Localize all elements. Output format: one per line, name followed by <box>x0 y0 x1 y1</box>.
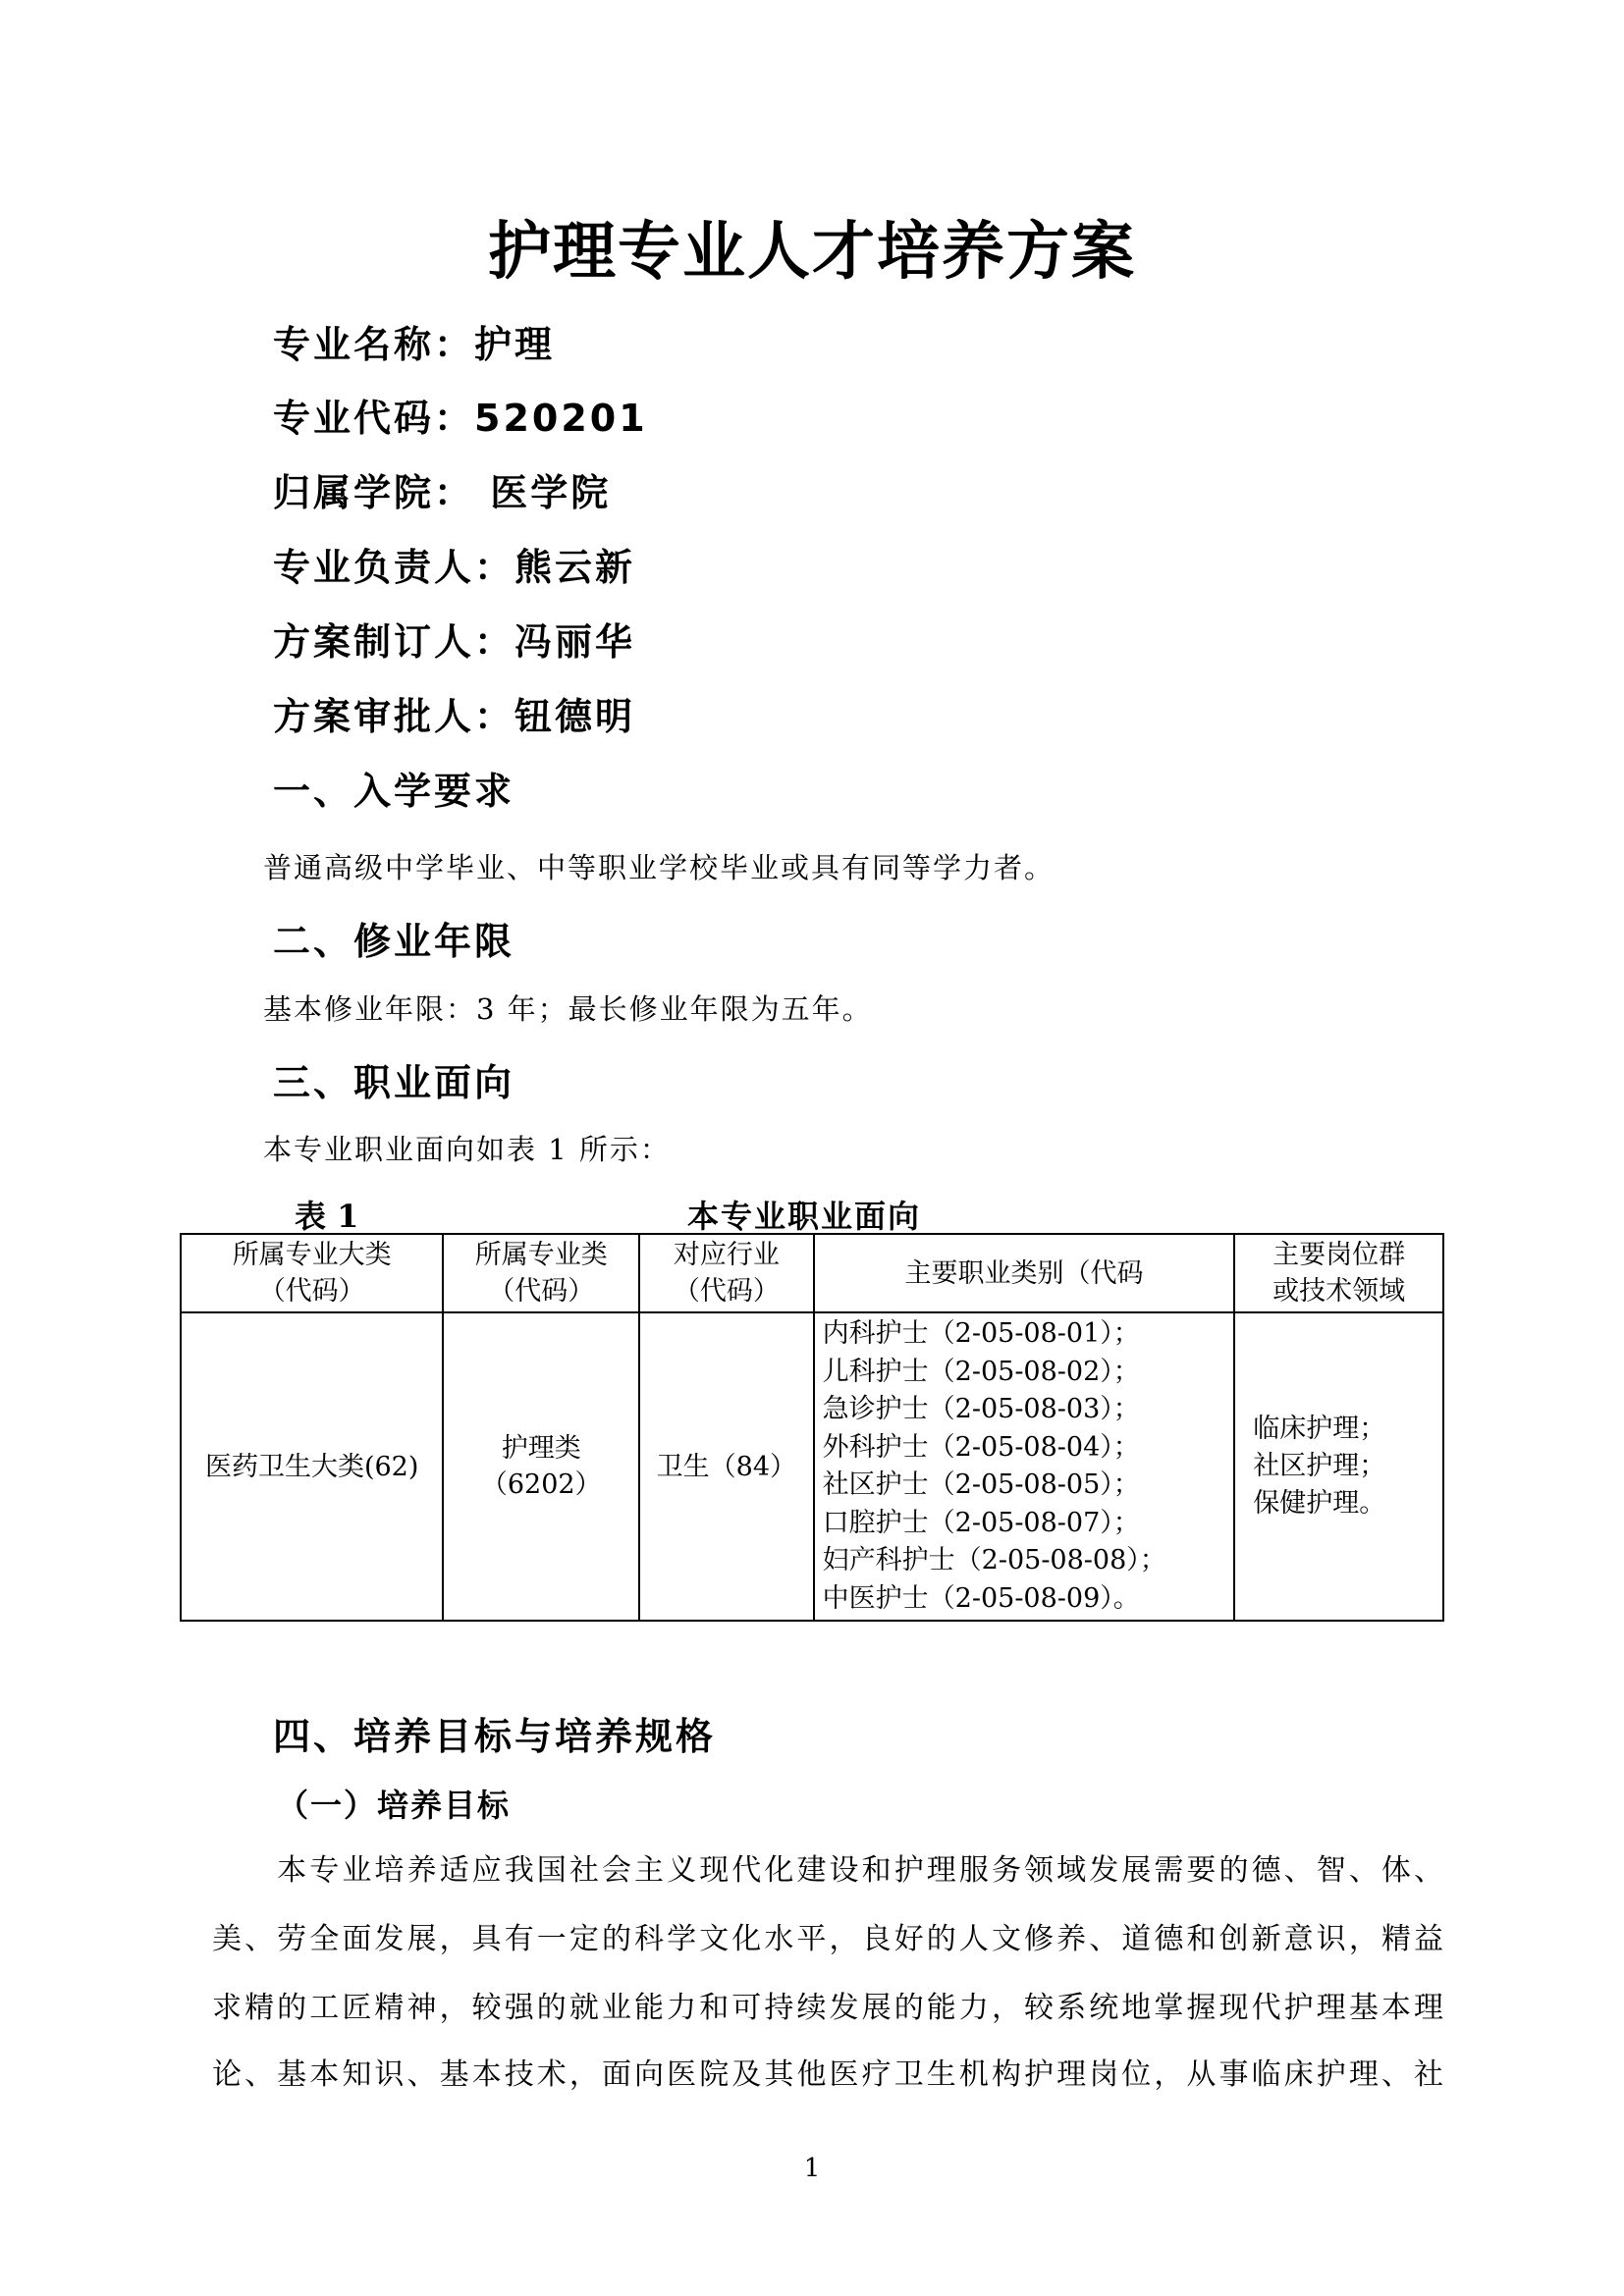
header-areas-line: 主要岗位群 <box>1272 1240 1406 1270</box>
job-item: 儿科护士（2-05-08-02）； <box>822 1356 1140 1387</box>
header-areas-line2: 或技术领域 <box>1272 1276 1406 1307</box>
header-category-code: （代码） <box>258 1276 365 1307</box>
career-table <box>180 1233 1444 1622</box>
meta-major-name: 专业名称：护理 <box>273 323 556 366</box>
cell-industry: 卫生（84） <box>639 1312 814 1621</box>
job-item: 外科护士（2-05-08-04）； <box>822 1431 1140 1463</box>
table-row <box>181 1312 1443 1621</box>
cell-subcategory <box>443 1312 639 1621</box>
header-jobs-line: 主要职业类别（代码 <box>904 1257 1144 1289</box>
section-heading-duration: 二、修业年限 <box>273 920 515 963</box>
cell-jobs <box>814 1312 1235 1621</box>
cell-subcategory-name: 护理类 <box>501 1433 581 1464</box>
goal-paragraph-line: 论、基本知识、基本技术，面向医院及其他医疗卫生机构护理岗位，从事临床护理、社 <box>212 2057 1443 2092</box>
header-subcategory-code: （代码） <box>488 1276 595 1307</box>
header-industry-code: （代码） <box>673 1276 780 1307</box>
page-number: 1 <box>803 2154 821 2183</box>
header-industry-line: 对应行业 <box>673 1240 780 1270</box>
job-item: 中医护士（2-05-08-09）。 <box>822 1582 1140 1614</box>
goal-paragraph-line: 美、劳全面发展，具有一定的科学文化水平，良好的人文修养、道德和创新意识，精益 <box>212 1922 1443 1956</box>
meta-approver: 方案审批人：钮德明 <box>273 695 636 738</box>
header-subcategory-line: 所属专业类 <box>474 1240 608 1270</box>
job-item: 社区护士（2-05-08-05）； <box>822 1469 1140 1500</box>
cell-subcategory-code: （6202） <box>480 1469 602 1500</box>
table-header-row <box>181 1234 1443 1312</box>
header-category <box>181 1234 443 1312</box>
job-item: 急诊护士（2-05-08-03）； <box>822 1394 1140 1424</box>
job-item: 口腔护士（2-05-08-07）； <box>822 1507 1140 1538</box>
meta-major-code: 专业代码：520201 <box>273 397 648 440</box>
section-heading-admission: 一、入学要求 <box>273 770 515 813</box>
goal-paragraph-line: 求精的工匠精神，较强的就业能力和可持续发展的能力，较系统地掌握现代护理基本理 <box>212 1991 1443 2025</box>
meta-lead: 专业负责人：熊云新 <box>273 546 636 589</box>
duration-text: 基本修业年限：3 年；最长修业年限为五年。 <box>263 992 873 1026</box>
header-category-line: 所属专业大类 <box>232 1240 392 1270</box>
area-item: 保健护理。 <box>1253 1488 1386 1519</box>
section-heading-career: 三、职业面向 <box>273 1061 515 1104</box>
subsection-heading-goal: （一）培养目标 <box>277 1787 512 1824</box>
section-heading-objectives: 四、培养目标与培养规格 <box>273 1715 717 1758</box>
job-item: 内科护士（2-05-08-01）； <box>822 1318 1140 1349</box>
goal-paragraph-line: 本专业培养适应我国社会主义现代化建设和护理服务领域发展需要的德、智、体、 <box>212 1853 1443 1888</box>
header-industry <box>639 1234 814 1312</box>
area-item: 社区护理； <box>1253 1451 1386 1481</box>
header-jobs <box>814 1234 1235 1312</box>
meta-author: 方案制订人：冯丽华 <box>273 620 636 664</box>
table-number: 表 1 <box>295 1198 359 1235</box>
cell-areas <box>1234 1312 1443 1621</box>
area-item: 临床护理； <box>1253 1414 1386 1444</box>
header-subcategory <box>443 1234 639 1312</box>
cell-category: 医药卫生大类(62) <box>181 1312 443 1621</box>
document-title: 护理专业人才培养方案 <box>488 216 1136 289</box>
job-item: 妇产科护士（2-05-08-08）； <box>822 1545 1166 1575</box>
career-intro-text: 本专业职业面向如表 1 所示： <box>263 1133 671 1166</box>
meta-college: 归属学院： 医学院 <box>273 471 612 514</box>
table-title: 本专业职业面向 <box>687 1198 922 1235</box>
header-areas <box>1234 1234 1443 1312</box>
admission-text: 普通高级中学毕业、中等职业学校毕业或具有同等学力者。 <box>263 851 1056 884</box>
